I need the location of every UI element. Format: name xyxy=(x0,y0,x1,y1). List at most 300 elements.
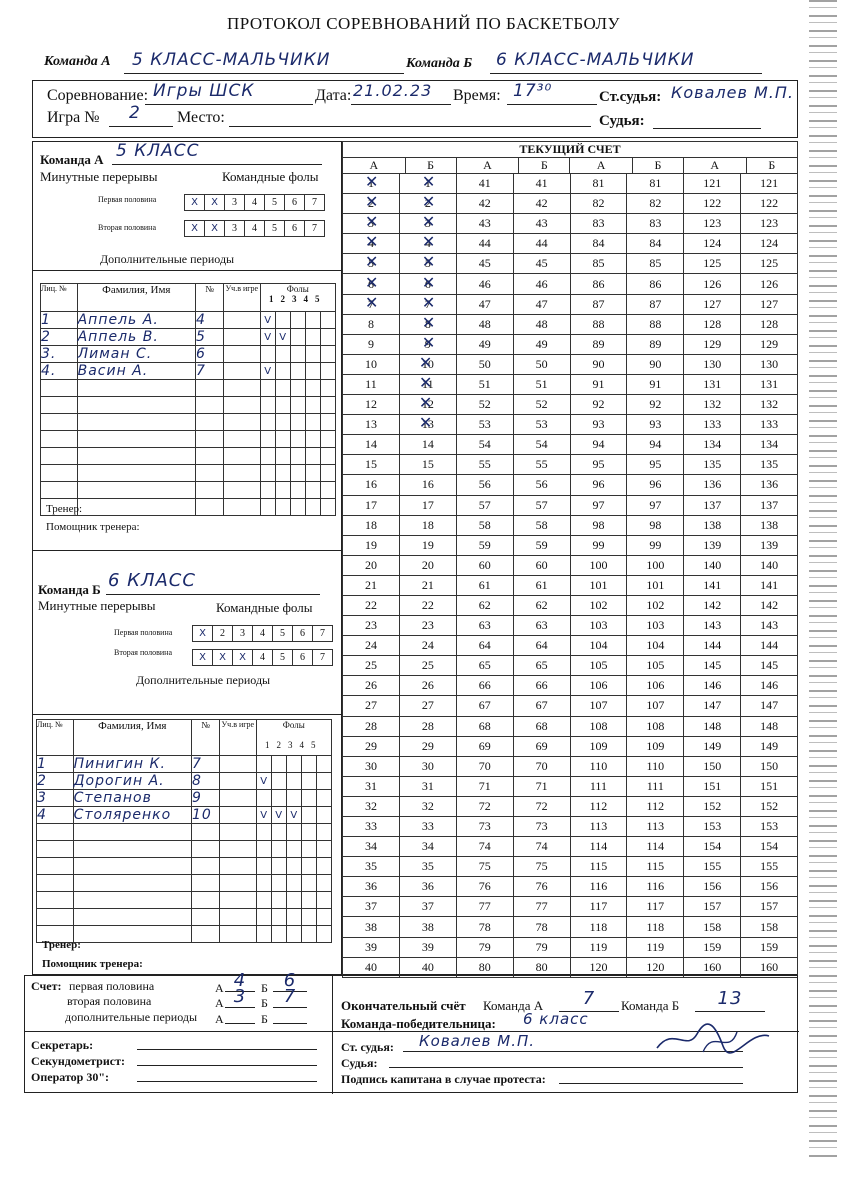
score-row xyxy=(343,415,798,435)
score-cell-a xyxy=(570,917,627,937)
team-foul-box: 6 xyxy=(293,626,313,642)
score-cell-b xyxy=(741,837,798,857)
score-number: 92 xyxy=(649,397,662,412)
team-foul-box: 5 xyxy=(273,626,293,642)
player-foul-1 xyxy=(260,380,275,397)
score-cell-a xyxy=(456,294,513,314)
player-foul-4 xyxy=(305,431,320,448)
score-number: 64 xyxy=(478,638,491,653)
player-name: Васин А. xyxy=(77,363,195,380)
player-number: 9 xyxy=(192,790,220,807)
score-number: 8 xyxy=(367,316,374,331)
score-cell-a xyxy=(684,535,741,555)
team-b-extra-label: Дополнительные периоды xyxy=(136,673,271,687)
player-lic xyxy=(37,909,74,926)
score-number: 150 xyxy=(703,758,722,773)
score-number: 41 xyxy=(478,176,491,191)
player-number xyxy=(196,448,224,465)
score-cell-b xyxy=(399,515,456,535)
score-cell-b xyxy=(741,294,798,314)
score-number: 148 xyxy=(760,718,779,733)
second-b-label: Б xyxy=(261,996,268,1010)
score-cell-a xyxy=(570,817,627,837)
signatures xyxy=(333,1032,799,1094)
score-number: 35 xyxy=(364,859,377,874)
score-cell-a xyxy=(456,676,513,696)
score-row xyxy=(343,756,798,776)
first-a-label: А xyxy=(215,981,224,995)
player-foul-3 xyxy=(290,363,305,380)
player-foul-1 xyxy=(256,909,271,926)
score-number: 135 xyxy=(760,457,779,472)
score-number: 79 xyxy=(535,939,548,954)
score-cell-a xyxy=(343,716,400,736)
score-cell-a xyxy=(684,636,741,656)
score-number: 28 xyxy=(364,718,377,733)
score-number: 103 xyxy=(589,618,608,633)
score-number: 102 xyxy=(589,598,608,613)
score-cell-b xyxy=(513,817,570,837)
winner-value: 6 класс xyxy=(523,1010,589,1028)
score-number: 45 xyxy=(535,256,548,271)
player-name: Столяренко xyxy=(73,807,191,824)
score-number: 25 xyxy=(364,658,377,673)
score-cell-b xyxy=(627,354,684,374)
player-lic xyxy=(37,892,74,909)
score-cell-a xyxy=(343,515,400,535)
score-cell-b xyxy=(627,435,684,455)
score-cell-a xyxy=(456,174,513,194)
player-foul-3 xyxy=(290,346,305,363)
score-number: 118 xyxy=(589,919,608,934)
score-number: 18 xyxy=(364,517,377,532)
score-cell-a xyxy=(343,455,400,475)
team-b-fouls-label: Командные фолы xyxy=(216,600,313,615)
score-cell-a xyxy=(343,616,400,636)
score-number: 124 xyxy=(703,236,722,251)
player-foul-1 xyxy=(260,397,275,414)
score-cell-b xyxy=(513,435,570,455)
score-number: 78 xyxy=(535,919,548,934)
protest-label: Подпись капитана в случае протеста: xyxy=(341,1072,546,1086)
player-number: 6 xyxy=(196,346,224,363)
score-number: 84 xyxy=(649,236,662,251)
player-name xyxy=(73,926,191,943)
roster-empty-row xyxy=(37,875,332,892)
score-cell-a xyxy=(343,274,400,294)
player-lic xyxy=(41,414,78,431)
score-number: 125 xyxy=(760,256,779,271)
score-number: 90 xyxy=(649,356,662,371)
player-foul-2 xyxy=(275,380,290,397)
score-cell-a xyxy=(570,354,627,374)
date-value: 21.02.23 xyxy=(353,81,433,100)
player-foul-1 xyxy=(260,414,275,431)
score-number: 91 xyxy=(592,376,605,391)
score-number: 123 xyxy=(703,216,722,231)
team-b-second-half-label: Вторая половина xyxy=(114,648,173,657)
score-cell-a xyxy=(456,435,513,455)
player-name: Степанов xyxy=(73,790,191,807)
score-number: 138 xyxy=(703,517,722,532)
score-number: 42 xyxy=(478,196,491,211)
score-number: 61 xyxy=(478,577,491,592)
team-a-timeouts-label: Минутные перерывы xyxy=(40,169,158,184)
score-number: 18 xyxy=(421,517,434,532)
player-number: 7 xyxy=(192,756,220,773)
score-number: 133 xyxy=(760,417,779,432)
score-cell-b xyxy=(627,515,684,535)
score-number: 71 xyxy=(478,778,491,793)
score-number: 155 xyxy=(760,859,779,874)
score-number: 99 xyxy=(592,537,605,552)
player-foul-5 xyxy=(316,858,331,875)
score-number: 43 xyxy=(535,216,548,231)
score-cell-a xyxy=(684,756,741,776)
score-number: 55 xyxy=(535,457,548,472)
player-played xyxy=(220,909,257,926)
score-number: 152 xyxy=(760,798,779,813)
score-row xyxy=(343,234,798,254)
score-cell-b xyxy=(513,575,570,595)
score-number: 159 xyxy=(760,939,779,954)
score-row xyxy=(343,656,798,676)
roster-empty-row xyxy=(37,824,332,841)
player-foul-1 xyxy=(256,858,271,875)
player-foul-3 xyxy=(286,875,301,892)
score-cell-a xyxy=(570,435,627,455)
player-foul-3 xyxy=(286,926,301,943)
score-cell-b xyxy=(627,857,684,877)
player-name xyxy=(73,875,191,892)
score-cell-b xyxy=(627,776,684,796)
team-b-assistant-label: Помощник тренера: xyxy=(42,958,143,970)
player-foul-1 xyxy=(256,790,271,807)
score-cell-a xyxy=(684,776,741,796)
player-number xyxy=(192,892,220,909)
player-foul-2 xyxy=(275,482,290,499)
team-a-first-half-label: Первая половина xyxy=(98,195,157,204)
score-row xyxy=(343,254,798,274)
score-number: 128 xyxy=(703,316,722,331)
score-cell-a xyxy=(343,194,400,214)
player-played xyxy=(224,499,261,516)
score-cell-a xyxy=(456,897,513,917)
first-b-label: Б xyxy=(261,981,268,995)
score-number: 113 xyxy=(646,819,665,834)
player-name xyxy=(77,448,195,465)
score-number: 108 xyxy=(589,718,608,733)
score-cell-b xyxy=(513,937,570,957)
score-cell-a xyxy=(343,535,400,555)
score-cell-b xyxy=(399,174,456,194)
score-cell-b xyxy=(399,314,456,334)
team-foul-box: 4 xyxy=(245,195,265,211)
score-row xyxy=(343,174,798,194)
score-number: 105 xyxy=(646,658,665,673)
player-foul-4 xyxy=(301,756,316,773)
score-number: 84 xyxy=(592,236,605,251)
score-number: 117 xyxy=(589,899,608,914)
score-number: 25 xyxy=(421,658,434,673)
player-foul-3: V xyxy=(286,807,301,824)
player-number xyxy=(192,875,220,892)
score-cell-a xyxy=(456,937,513,957)
score-cell-a xyxy=(456,776,513,796)
score-number: 81 xyxy=(649,176,662,191)
score-number: 116 xyxy=(646,879,665,894)
teams-header xyxy=(44,50,764,78)
score-number: 100 xyxy=(646,557,665,572)
score-cell-b xyxy=(741,756,798,776)
operator-label: Оператор 30": xyxy=(31,1070,110,1084)
team-foul-box: 7 xyxy=(313,650,333,666)
score-number: 85 xyxy=(649,256,662,271)
score-number: 24 xyxy=(364,638,377,653)
player-foul-4 xyxy=(301,807,316,824)
page-title: ПРОТОКОЛ СОРЕВНОВАНИЙ ПО БАСКЕТБОЛУ xyxy=(226,14,621,33)
score-cell-b xyxy=(741,616,798,636)
player-foul-2: V xyxy=(271,807,286,824)
score-number: 1 ✕ xyxy=(425,176,431,190)
score-number: 146 xyxy=(760,678,779,693)
score-cell-b xyxy=(513,897,570,917)
score-cell-b xyxy=(627,374,684,394)
team-foul-box: X xyxy=(205,195,225,211)
score-col-a-header: А xyxy=(570,158,633,174)
score-number: 35 xyxy=(421,859,434,874)
second-a-score: 3 xyxy=(225,986,255,1008)
score-number: 59 xyxy=(535,537,548,552)
player-foul-1 xyxy=(260,499,275,516)
score-cell-b xyxy=(627,475,684,495)
team-a-roster xyxy=(40,283,336,516)
score-number: 150 xyxy=(760,758,779,773)
score-number: 55 xyxy=(478,457,491,472)
roster-row xyxy=(41,346,336,363)
foul-num-4: 4 xyxy=(299,740,312,750)
player-lic: 1 xyxy=(41,312,78,329)
bottom-section xyxy=(24,970,798,1093)
player-lic xyxy=(37,858,74,875)
score-cell-a xyxy=(570,374,627,394)
score-row xyxy=(343,696,798,716)
score-number: 93 xyxy=(592,417,605,432)
score-number: 140 xyxy=(760,557,779,572)
score-cell-b xyxy=(627,174,684,194)
score-cell-b xyxy=(399,636,456,656)
score-cell-a xyxy=(343,796,400,816)
score-cell-a xyxy=(343,595,400,615)
score-cell-a xyxy=(570,555,627,575)
score-cell-a xyxy=(343,897,400,917)
score-number: 28 xyxy=(421,718,434,733)
score-cell-b xyxy=(399,234,456,254)
score-cell-a xyxy=(456,254,513,274)
score-number: 51 xyxy=(478,376,491,391)
score-cell-a xyxy=(684,716,741,736)
roster-empty-row xyxy=(41,414,336,431)
player-foul-5 xyxy=(320,448,335,465)
score-cell-b xyxy=(741,817,798,837)
score-number: 151 xyxy=(703,778,722,793)
player-number xyxy=(196,380,224,397)
first-half-label: первая половина xyxy=(69,979,155,993)
score-number: 65 xyxy=(478,658,491,673)
roster-row xyxy=(41,312,336,329)
score-number: 87 xyxy=(649,296,662,311)
date-label: Дата: xyxy=(315,87,352,104)
player-foul-4 xyxy=(305,448,320,465)
score-cell-a xyxy=(570,194,627,214)
team-foul-box: 6 xyxy=(293,650,313,666)
team-b-panel-value: 6 КЛАСС xyxy=(108,570,196,591)
score-number: 83 xyxy=(649,216,662,231)
score-number: 114 xyxy=(589,839,608,854)
score-number: 63 xyxy=(478,618,491,633)
score-number: 51 xyxy=(535,376,548,391)
score-number: 104 xyxy=(589,638,608,653)
player-foul-4 xyxy=(305,346,320,363)
score-number: 2 ✕ xyxy=(425,196,431,210)
score-cell-b xyxy=(741,917,798,937)
score-cell-b xyxy=(627,495,684,515)
score-cell-a xyxy=(456,796,513,816)
score-number: 116 xyxy=(589,879,608,894)
score-number: 151 xyxy=(760,778,779,793)
player-foul-5 xyxy=(320,431,335,448)
score-cell-a xyxy=(684,334,741,354)
score-cell-b xyxy=(741,937,798,957)
foul-num-1: 1 xyxy=(269,294,281,304)
score-number: 122 xyxy=(760,196,779,211)
score-cell-b xyxy=(513,696,570,716)
score-row xyxy=(343,395,798,415)
score-number: 160 xyxy=(703,959,722,974)
team-b-label: Команда Б xyxy=(406,56,473,71)
score-number: 31 xyxy=(364,778,377,793)
score-cell-a xyxy=(456,274,513,294)
player-name: Пинигин К. xyxy=(73,756,191,773)
score-col-b-header: Б xyxy=(632,158,683,174)
score-cell-a xyxy=(456,756,513,776)
foul-num-2: 2 xyxy=(280,294,293,304)
score-cell-a xyxy=(570,616,627,636)
score-number: 121 xyxy=(703,176,722,191)
score-number: 95 xyxy=(592,457,605,472)
score-number: 22 xyxy=(364,598,377,613)
score-number: 72 xyxy=(535,798,548,813)
score-cell-b xyxy=(399,796,456,816)
team-foul-box: 7 xyxy=(305,221,325,237)
team-a-first-half-fouls xyxy=(184,194,325,211)
score-cell-b xyxy=(627,334,684,354)
player-foul-4 xyxy=(301,858,316,875)
score-number: 117 xyxy=(646,899,665,914)
score-number: 53 xyxy=(535,417,548,432)
player-foul-2 xyxy=(271,909,286,926)
score-cell-b xyxy=(399,696,456,716)
score-col-a-header: А xyxy=(343,158,406,174)
player-foul-1 xyxy=(256,841,271,858)
score-number: 65 xyxy=(535,658,548,673)
team-foul-box: X xyxy=(185,221,205,237)
score-cell-a xyxy=(684,736,741,756)
score-number: 48 xyxy=(478,316,491,331)
score-cell-a xyxy=(570,455,627,475)
score-number: 158 xyxy=(760,919,779,934)
score-cell-b xyxy=(741,636,798,656)
running-score xyxy=(342,141,798,975)
score-number: 111 xyxy=(646,778,664,793)
score-number: 108 xyxy=(646,718,665,733)
score-cell-b xyxy=(627,837,684,857)
score-number: 75 xyxy=(478,859,491,874)
score-cell-a xyxy=(456,817,513,837)
score-number: 96 xyxy=(649,477,662,492)
player-foul-1 xyxy=(256,892,271,909)
player-name xyxy=(77,397,195,414)
score-cell-a xyxy=(570,796,627,816)
score-cell-a xyxy=(570,274,627,294)
score-cell-a xyxy=(570,214,627,234)
score-number: 120 xyxy=(646,959,665,974)
score-number: 141 xyxy=(703,577,722,592)
score-cell-b xyxy=(399,897,456,917)
score-cell-a xyxy=(456,194,513,214)
score-cell-b xyxy=(513,455,570,475)
foul-num-5: 5 xyxy=(311,740,323,750)
score-cell-a xyxy=(570,535,627,555)
score-cell-b xyxy=(627,696,684,716)
score-number: 101 xyxy=(589,577,608,592)
score-cell-a xyxy=(684,877,741,897)
player-foul-2 xyxy=(271,756,286,773)
score-number: 57 xyxy=(535,497,548,512)
score-row xyxy=(343,294,798,314)
player-foul-1 xyxy=(260,482,275,499)
score-cell-a xyxy=(570,937,627,957)
score-number: 147 xyxy=(760,698,779,713)
score-cell-a xyxy=(456,555,513,575)
team-a-value: 5 КЛАСС-МАЛЬЧИКИ xyxy=(132,50,331,70)
score-number: 36 xyxy=(421,879,434,894)
score-cell-b xyxy=(627,314,684,334)
player-foul-4 xyxy=(301,790,316,807)
player-foul-2 xyxy=(275,448,290,465)
final-team-a-score: 7 xyxy=(559,988,619,1012)
score-number: 8 ✕ xyxy=(425,317,431,331)
score-cell-a xyxy=(684,415,741,435)
score-number: 95 xyxy=(649,457,662,472)
score-cell-a xyxy=(684,254,741,274)
score-number: 13 xyxy=(364,417,377,432)
roster-row xyxy=(37,790,332,807)
player-name: Лиман С. xyxy=(77,346,195,363)
team-foul-box: 6 xyxy=(285,221,305,237)
score-col-a-header: А xyxy=(456,158,519,174)
player-foul-5 xyxy=(320,346,335,363)
score-cell-a xyxy=(570,656,627,676)
player-foul-1 xyxy=(260,465,275,482)
score-number: 47 xyxy=(535,296,548,311)
score-cell-b xyxy=(513,374,570,394)
score-row xyxy=(343,354,798,374)
score-number: 60 xyxy=(535,557,548,572)
first-a-score: 4 xyxy=(225,970,255,992)
score-row xyxy=(343,575,798,595)
score-cell-a xyxy=(684,274,741,294)
